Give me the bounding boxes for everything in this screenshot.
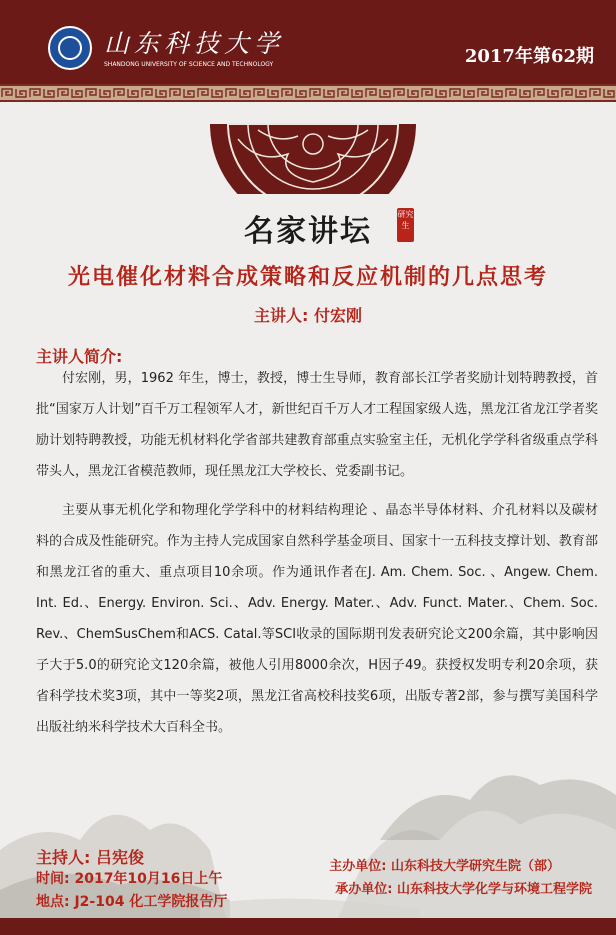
- talk-title: 光电催化材料合成策略和反应机制的几点思考: [67, 265, 548, 290]
- footer-band: [0, 918, 616, 935]
- host-line: 主持人: 吕宪俊: [36, 848, 144, 867]
- bio-heading: 主讲人简介:: [36, 347, 123, 366]
- university-name: 山东科技大学: [104, 29, 285, 58]
- time-line: 时间: 2017年10月16日上午: [36, 871, 223, 887]
- university-logo: [48, 26, 92, 70]
- bio-paragraph: 付宏刚，男，1962 年生，博士，教授，博士生导师，教育部长江学者奖励计划特聘教授，首批“国家万人计划”百千万工程领军人才，新世纪百千万人才工程国家级人选，黑龙江省龙江学者奖励计划特聘教授，功能无机材料化学省部共建教育部重点实验室主任，无机化学学科省级重点学科带头人，黑龙江省模范教师，现任黑龙江大学校长、党委副书记。: [36, 371, 598, 479]
- rubric-title: 名家讲坛: [244, 214, 372, 249]
- speaker-line: 主讲人: 付宏刚: [254, 306, 362, 325]
- university-name-en: SHANDONG UNIVERSITY OF SCIENCE AND TECHNOLOGY: [104, 61, 274, 68]
- graduate-seal: 研究生: [397, 208, 414, 242]
- place-line: 地点: J2-104 化工学院报告厅: [36, 894, 228, 910]
- bio-paragraph: 主要从事无机化学和物理化学学科中的材料结构理论 、晶态半导体材料、介孔材料以及碳材料的合成及性能研究。作为主持人完成国家自然科学基金项目、国家十一五科技支撑计划、教育部和黑龙江省的重大、重点项目10余项。作为通讯作者在J. Am. Chem. Soc. 、Angew. Chem. Int. Ed.、Energy. Environ. Sci.、Adv. Energy. Mater.、Adv. Funct. Mater.、Chem. Soc. Rev.、ChemSusChem和ACS. Catal.等SCI收录的国际期刊发表研究论文200余篇，其中影响因子大于5.0的研究论文120余篇，被他人引用8000余次，H因子49。获授权发明专利20余项，获省科学技术奖3项，其中一等奖2项，黑龙江省高校科技奖6项，出版专著2部，参与撰写美国科学出版社纳米科学技术大百科全书。: [36, 503, 598, 735]
- issue-number: 2017年第62期: [464, 46, 594, 67]
- bio-text: [36, 363, 598, 751]
- organizer-line: 承办单位: 山东科技大学化学与环境工程学院: [335, 882, 592, 897]
- sponsor-line: 主办单位: 山东科技大学研究生院（部）: [329, 859, 560, 874]
- ornament-rosette-icon: [208, 44, 418, 194]
